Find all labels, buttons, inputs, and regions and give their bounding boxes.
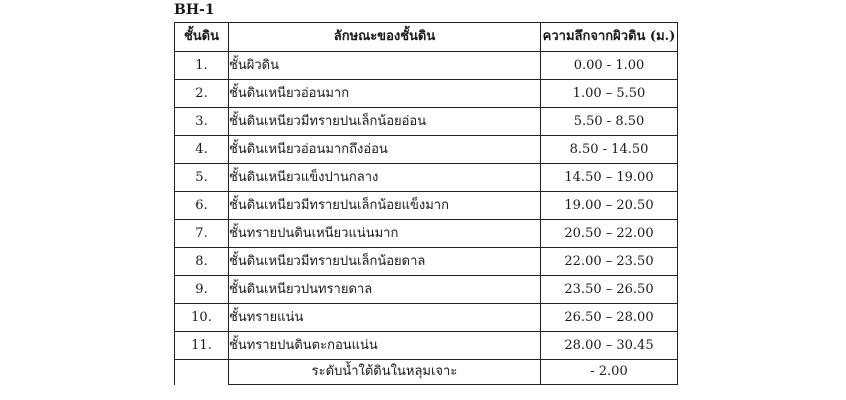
table-row bbox=[175, 108, 678, 136]
layer-number: 5. bbox=[175, 164, 229, 192]
layer-depth: 8.50 - 14.50 bbox=[541, 136, 678, 164]
layer-depth: 0.00 - 1.00 bbox=[541, 52, 678, 80]
groundwater-label: ระดับน้ำใต้ดินในหลุมเจาะ bbox=[229, 360, 541, 385]
groundwater-row bbox=[175, 360, 678, 385]
layer-description: ชั้นดินเหนียวอ่อนมาก bbox=[229, 80, 541, 108]
layer-description: ชั้นทรายปนดินตะกอนแน่น bbox=[229, 332, 541, 360]
layer-depth: 23.50 – 26.50 bbox=[541, 276, 678, 304]
layer-depth: 20.50 – 22.00 bbox=[541, 220, 678, 248]
layer-number: 9. bbox=[175, 276, 229, 304]
table-row bbox=[175, 52, 678, 80]
table-row bbox=[175, 332, 678, 360]
layer-number: 6. bbox=[175, 192, 229, 220]
table-row bbox=[175, 192, 678, 220]
layer-description: ชั้นดินเหนียวปนทรายดาล bbox=[229, 276, 541, 304]
table-row bbox=[175, 80, 678, 108]
layer-number: 10. bbox=[175, 304, 229, 332]
layer-depth: 28.00 – 30.45 bbox=[541, 332, 678, 360]
layer-depth: 14.50 – 19.00 bbox=[541, 164, 678, 192]
table-header-row bbox=[175, 23, 678, 52]
header-layer: ชั้นดิน bbox=[175, 23, 229, 52]
layer-depth: 5.50 - 8.50 bbox=[541, 108, 678, 136]
layer-description: ชั้นผิวดิน bbox=[229, 52, 541, 80]
footer-blank-cell bbox=[175, 360, 229, 385]
table-row bbox=[175, 136, 678, 164]
layer-description: ชั้นดินเหนียวมีทรายปนเล็กน้อยดาล bbox=[229, 248, 541, 276]
layer-description: ชั้นทรายแน่น bbox=[229, 304, 541, 332]
soil-layer-table bbox=[174, 22, 678, 385]
layer-depth: 19.00 – 20.50 bbox=[541, 192, 678, 220]
layer-description: ชั้นทรายปนดินเหนียวแน่นมาก bbox=[229, 220, 541, 248]
table-row bbox=[175, 276, 678, 304]
layer-description: ชั้นดินเหนียวมีทรายปนเล็กน้อยอ่อน bbox=[229, 108, 541, 136]
header-description: ลักษณะของชั้นดิน bbox=[229, 23, 541, 52]
table-row bbox=[175, 248, 678, 276]
layer-number: 2. bbox=[175, 80, 229, 108]
layer-depth: 26.50 – 28.00 bbox=[541, 304, 678, 332]
borehole-title: BH-1 bbox=[174, 2, 215, 18]
table-row bbox=[175, 220, 678, 248]
layer-number: 8. bbox=[175, 248, 229, 276]
layer-number: 1. bbox=[175, 52, 229, 80]
groundwater-value: - 2.00 bbox=[541, 360, 678, 385]
table-row bbox=[175, 164, 678, 192]
layer-depth: 22.00 – 23.50 bbox=[541, 248, 678, 276]
layer-number: 11. bbox=[175, 332, 229, 360]
header-depth: ความลึกจากผิวดิน (ม.) bbox=[541, 23, 678, 52]
layer-description: ชั้นดินเหนียวมีทรายปนเล็กน้อยแข็งมาก bbox=[229, 192, 541, 220]
layer-number: 4. bbox=[175, 136, 229, 164]
layer-number: 3. bbox=[175, 108, 229, 136]
layer-description: ชั้นดินเหนียวอ่อนมากถึงอ่อน bbox=[229, 136, 541, 164]
layer-description: ชั้นดินเหนียวแข็งปานกลาง bbox=[229, 164, 541, 192]
table-row bbox=[175, 304, 678, 332]
layer-number: 7. bbox=[175, 220, 229, 248]
layer-depth: 1.00 – 5.50 bbox=[541, 80, 678, 108]
